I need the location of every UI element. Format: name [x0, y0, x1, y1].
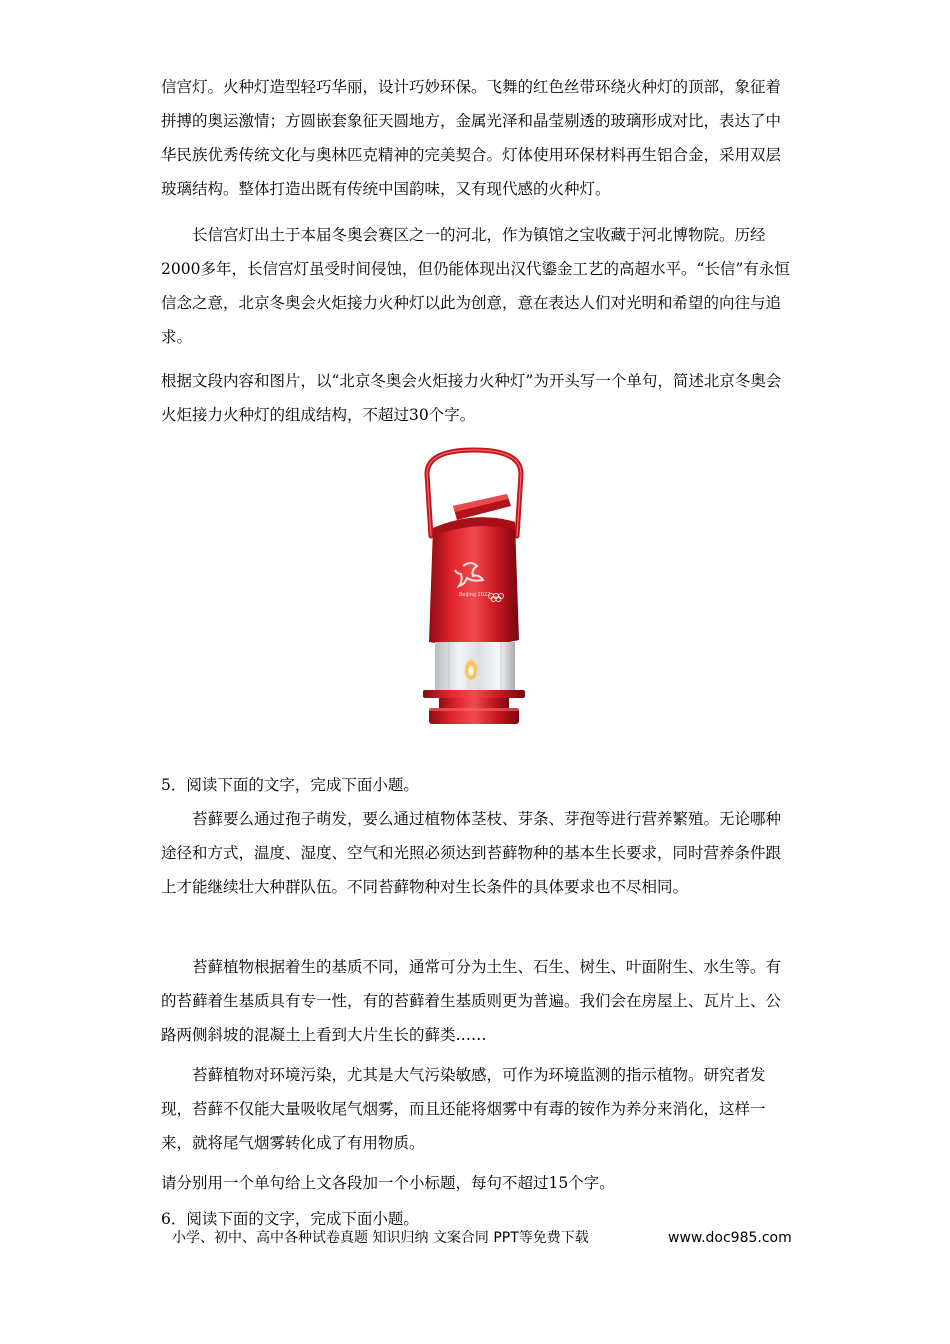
paragraph-moss-reproduction: 苔藓要么通过孢子萌发，要么通过植物体茎枝、芽条、芽孢等进行营养繁殖。无论哪种途径和方式，温度、湿度、空气和光照必须达到苔藓物种的基本生长要求，同时营养条件跟上才能继续壮大种群队伍。不同苔藓物种对生长条件的具体要求也不尽相同。: [161, 810, 782, 896]
paragraph-lamp-design: 信宫灯。火种灯造型轻巧华丽，设计巧妙环保。飞舞的红色丝带环绕火种灯的顶部，象征着拼搏的奥运激情；方圆嵌套象征天圆地方，金属光泽和晶莹剔透的玻璃形成对比，表达了中华民族优秀传统文化与奥林匹克精神的完美契合。灯体使用环保材料再生铝合金，采用双层玻璃结构。整体打造出既有传统中国韵味，又有现代感的火种灯。: [161, 78, 782, 198]
footer-promo-text: 小学、初中、高中各种试卷真题 知识归纳 文案合同 PPT等免费下载: [172, 1230, 589, 1246]
emblem-text: Beijing 2022: [459, 592, 491, 598]
question-6-title: 6．阅读下面的文字，完成下面小题。: [161, 1210, 419, 1228]
paragraph-moss-pollution: 苔藓植物对环境污染，尤其是大气污染敏感，可作为环境监测的指示植物。研究者发现，苔藓不仅能大量吸收尾气烟雾，而且还能将烟雾中有毒的铵作为养分来消化，这样一来，就将尾气烟雾转化成了有用物质。: [161, 1066, 766, 1152]
paragraph-moss-substrate: 苔藓植物根据着生的基质不同，通常可分为土生、石生、树生、叶面附生、水生等。有的苔藓着生基质具有专一性，有的苔藓着生基质则更为普遍。我们会在房屋上、瓦片上、公路两侧斜坡的混凝土上看到大片生长的藓类……: [161, 958, 782, 1044]
footer-website-link[interactable]: www.doc985.com: [668, 1230, 792, 1246]
paragraph-changxin-lamp: 长信宫灯出土于本届冬奥会赛区之一的河北，作为镇馆之宝收藏于河北博物院。历经2000多年，长信宫灯虽受时间侵蚀，但仍能体现出汉代鎏金工艺的高超水平。“长信”有永恒信念之意，北京冬奥会火炬接力火种灯以此为创意，意在表达人们对光明和希望的向往与追求。: [161, 226, 790, 346]
question-4-prompt: 根据文段内容和图片，以“北京冬奥会火炬接力火种灯”为开头写一个单句，简述北京冬奥会火炬接力火种灯的组成结构，不超过30个字。: [161, 372, 782, 424]
question-5-prompt: 请分别用一个单句给上文各段加一个小标题，每句不超过15个字。: [161, 1174, 615, 1192]
torch-relay-lantern-image: [415, 444, 533, 729]
question-5-title: 5．阅读下面的文字，完成下面小题。: [161, 776, 419, 794]
